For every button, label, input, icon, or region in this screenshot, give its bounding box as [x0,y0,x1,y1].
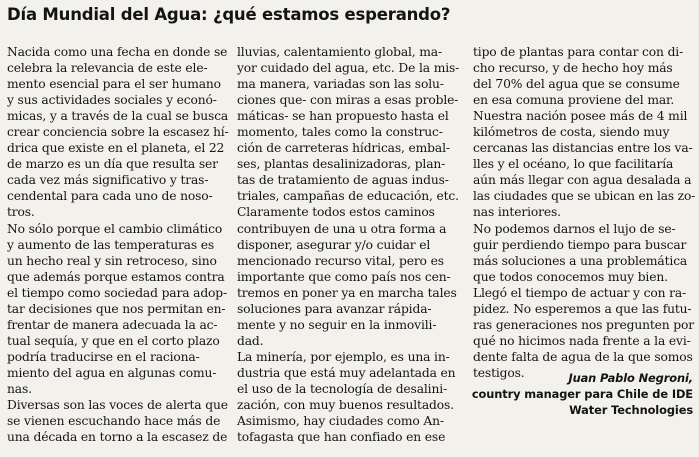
text-line: momento, tales como la construc- [237,125,443,140]
text-line: aún más llegar con agua desalada a [473,173,692,188]
text-line: podría traducirse en el raciona- [7,349,200,364]
text-line: qué no hicimos nada frente a la evi- [473,333,691,348]
text-line: Llegó el tiempo de actuar y con ra- [473,285,687,300]
author-signature [472,370,693,418]
text-line: mencionado recurso vital, pero es [237,253,444,268]
author-company: Water Technologies [569,403,693,417]
article-column-1 [7,44,229,445]
text-line: nas. [7,381,32,396]
text-line: mente y no seguir en la inmovili- [237,317,437,332]
text-line: mento esencial para el ser humano [7,77,221,92]
text-line: tros. [7,205,35,220]
text-line: tar decisiones que nos permitan en- [7,301,226,316]
text-line: crear conciencia sobre la escasez hí- [7,125,229,140]
text-line: disponer, asegurar y/o cuidar el [237,237,431,252]
text-line: drica que existe en el planeta, el 22 [7,141,225,156]
text-line: ciones que- con miras a esas proble- [237,93,459,108]
text-line: un hecho real y sin retroceso, sino [7,253,217,268]
text-line: triales, campañas de educación, etc. [237,189,459,204]
article-column-2 [237,44,459,445]
text-line: el uso de la tecnología de desalini- [237,381,448,396]
text-line: La minería, por ejemplo, es una in- [237,349,450,364]
text-line: se vienen escuchando hace más de [7,414,221,429]
text-line: zación, con muy buenos resultados. [237,398,454,413]
text-line: cada vez más significativo y tras- [7,173,209,188]
text-line: contribuyen de una u otra forma a [237,221,447,236]
text-line: máticas- se han propuesto hasta el [237,109,449,124]
text-line: Nacida como una fecha en donde se [7,45,228,59]
text-line: el tiempo como sociedad para adop- [7,285,228,300]
text-line: cho recurso, y de hecho hoy más [473,61,673,76]
text-line: de marzo es un día que resulta ser [7,157,218,172]
text-line: dustria que está muy adelantada en [237,365,456,380]
text-line: tual sequía, y que en el corto plazo [7,333,220,348]
text-line: las ciudades que se ubican en las zo- [473,189,696,204]
text-line: importante que como país nos cen- [237,269,451,284]
text-line: en esa comuna proviene del mar. [473,93,675,108]
text-line: miento del agua en algunas comu- [7,365,217,380]
text-line: No podemos darnos el lujo de se- [473,221,676,236]
text-line: Nuestra nación posee más de 4 mil [473,109,688,124]
text-line: dad. [237,333,264,348]
text-line: frentar de manera adecuada la ac- [7,317,218,332]
text-line: lles y el océano, lo que facilitaría [473,157,674,172]
text-line: cercanas las distancias entre los va- [473,141,693,156]
text-line: una década en torno a la escasez de [7,430,228,445]
text-line: ma manera, variadas son las solu- [237,77,444,92]
text-line: No sólo porque el cambio climático [7,221,223,236]
text-line: soluciones para avanzar rápida- [237,301,432,316]
text-line: tremos en poner ya en marcha tales [237,285,457,300]
text-line: dente falta de agua de la que somos [473,349,693,364]
text-line: guir perdiendo tiempo para buscar [473,237,687,252]
text-line: nas interiores. [473,205,561,220]
text-line: Asimismo, hay ciudades como An- [237,414,444,429]
text-line: testigos. [473,365,525,380]
text-line: y sus actividades sociales y econó- [7,93,217,108]
text-line: cendental para cada uno de noso- [7,189,213,204]
text-line: micas, y a través de la cual se busca [7,109,229,124]
text-line: que todos conocemos muy bien. [473,269,668,284]
headline: Día Mundial del Agua: ¿qué estamos esperando? [7,5,451,24]
text-line: lluvias, calentamiento global, ma- [237,45,442,59]
text-line: Diversas son las voces de alerta que [7,398,228,413]
text-line: tipo de plantas para contar con di- [473,45,684,59]
text-line: Claramente todos estos caminos [237,205,435,220]
text-line: yor cuidado del agua, etc. De la mis- [237,61,460,76]
text-line: celebra la relevancia de este ele- [7,61,208,76]
author-name: Juan Pablo Negroni, [568,371,693,385]
text-line: que además porque estamos contra [7,269,225,284]
text-line: kilómetros de costa, siendo muy [473,125,670,140]
text-line: ras generaciones nos pregunten por [473,317,695,332]
text-line: pidez. No esperemos a que las futu- [473,301,692,316]
article-column-3 [473,44,695,381]
text-line: y aumento de las temperaturas es [7,237,215,252]
text-line: tas de tratamiento de aguas indus- [237,173,449,188]
text-line: tofagasta que han confiado en ese [237,430,446,445]
text-line: del 70% del agua que se consume [473,77,680,92]
text-line: ción de carreteras hídricas, embal- [237,141,450,156]
text-line: más soluciones a una problemática [473,253,688,268]
author-role: country manager para Chile de IDE [471,387,693,401]
text-line: ses, plantas desalinizadoras, plan- [237,157,446,172]
